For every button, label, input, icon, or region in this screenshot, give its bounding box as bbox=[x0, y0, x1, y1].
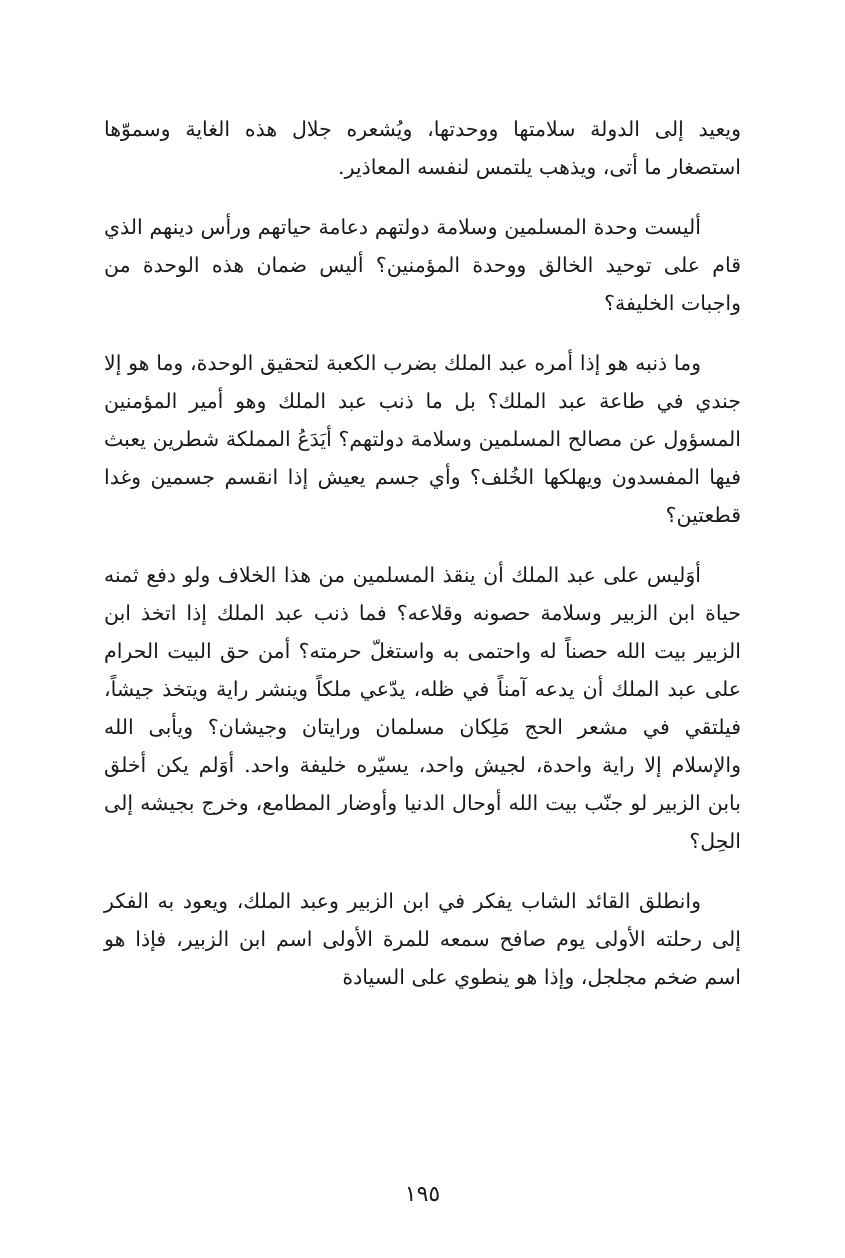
body-text bbox=[104, 110, 741, 1018]
paragraph-3: وما ذنبه هو إذا أمره عبد الملك بضرب الكعبة لتحقيق الوحدة، وما هو إلا جندي في طاعة عبد الملك؟ بل ما ذنب عبد الملك وهو أمير المؤمنين المسؤول عن مصالح المسلمين وسلامة دولتهم؟ أيَدَعُ المملكة شطرين يعبث فيها المفسدون ويهلكها الخُلف؟ وأي جسم يعيش إذا انقسم جسمين وغدا قطعتين؟ bbox=[104, 351, 741, 527]
paragraph-2: أليست وحدة المسلمين وسلامة دولتهم دعامة حياتهم ورأس دينهم الذي قام على توحيد الخالق ووحدة المؤمنين؟ أليس ضمان هذه الوحدة من واجبات الخليفة؟ bbox=[104, 215, 741, 315]
page-number: ١٩٥ bbox=[404, 1182, 441, 1207]
paragraph-1: ويعيد إلى الدولة سلامتها ووحدتها، ويُشعره جلال هذه الغاية وسموّها استصغار ما أتى، ويذهب يلتمس لنفسه المعاذير. bbox=[104, 117, 741, 179]
paragraph-4: أوَليس على عبد الملك أن ينقذ المسلمين من هذا الخلاف ولو دفع ثمنه حياة ابن الزبير وسلامة حصونه وقلاعه؟ فما ذنب عبد الملك إذا اتخذ ابن الزبير بيت الله حصناً له واحتمى به واستغلّ حرمته؟ أمن حق البيت الحرام على عبد الملك أن يدعه آمناً في ظله، يدّعي ملكاً وينشر راية ويتخذ جيشاً، فيلتقي في مشعر الحج مَلِكان مسلمان ورايتان وجيشان؟ ويأبى الله والإسلام إلا راية واحدة، لجيش واحد، يسيّره خليفة واحد. أوَلم يكن أخلق بابن الزبير لو جنّب بيت الله أوحال الدنيا وأوضار المطامع، وخرج بجيشه إلى الحِل؟ bbox=[104, 563, 741, 853]
paragraph-5: وانطلق القائد الشاب يفكر في ابن الزبير وعبد الملك، ويعود به الفكر إلى رحلته الأولى يوم صافح سمعه للمرة الأولى اسم ابن الزبير، فإذا هو اسم ضخم مجلجل، وإذا هو ينطوي على السيادة bbox=[104, 889, 741, 989]
